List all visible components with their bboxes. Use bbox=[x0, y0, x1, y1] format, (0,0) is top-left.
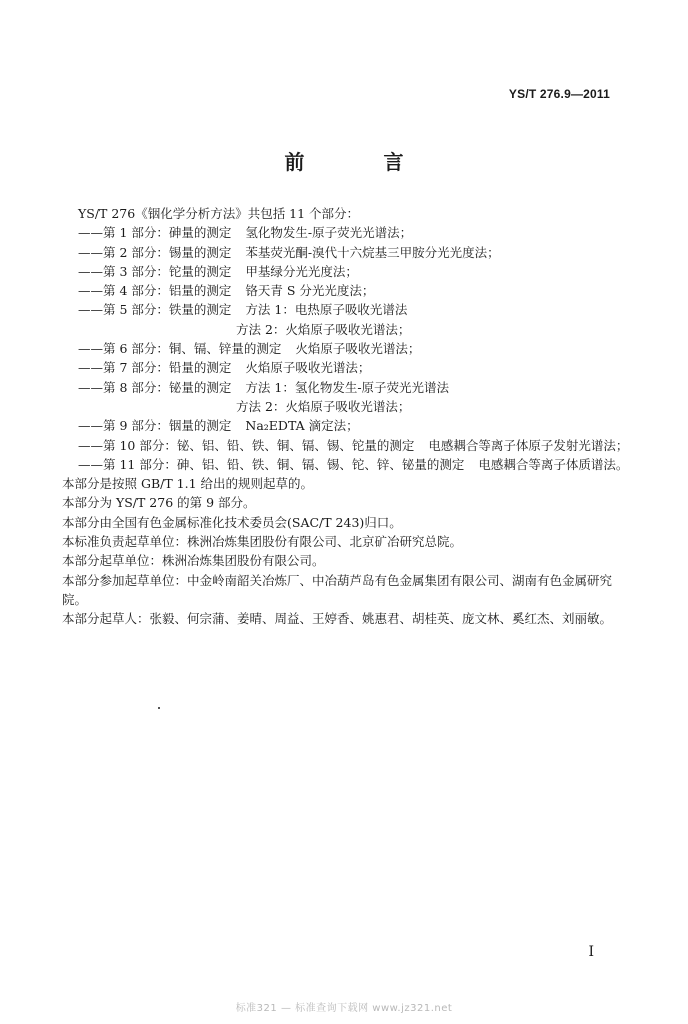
page-number: I bbox=[588, 944, 594, 960]
part-method: 氢化物发生-原子荧光光谱法； bbox=[245, 225, 413, 241]
part-item bbox=[62, 455, 629, 474]
parts-list bbox=[62, 223, 629, 474]
paragraph: 本部分由全国有色金属标准化技术委员会(SAC/T 243)归口。 bbox=[62, 514, 402, 530]
part-label: ——第 5 部分：铁量的测定 bbox=[78, 302, 232, 318]
speck bbox=[158, 707, 160, 709]
part-label: ——第 7 部分：铅量的测定 bbox=[78, 360, 232, 376]
part-item bbox=[62, 416, 614, 435]
page-title: 前 言 bbox=[284, 150, 440, 174]
part-item bbox=[62, 262, 614, 281]
part-method: 方法 1：氢化物发生-原子荧光光谱法 bbox=[245, 379, 450, 395]
paragraph: 本标准负责起草单位：株洲冶炼集团股份有限公司、北京矿冶研究总院。 bbox=[62, 534, 463, 550]
part-item bbox=[62, 223, 614, 242]
part-item bbox=[62, 281, 614, 300]
part-label: ——第 4 部分：铝量的测定 bbox=[78, 283, 232, 299]
part-item bbox=[62, 300, 614, 319]
part-method: 火焰原子吸收光谱法； bbox=[245, 360, 371, 376]
part-method: 火焰原子吸收光谱法； bbox=[295, 341, 421, 357]
paragraph: 本部分起草单位：株洲冶炼集团股份有限公司。 bbox=[62, 553, 325, 569]
part-method: 铬天青 S 分光光度法； bbox=[245, 283, 375, 299]
standard-code: YS/T 276.9—2011 bbox=[508, 87, 610, 101]
part-method-alt: 方法 2：火焰原子吸收光谱法； bbox=[236, 398, 411, 414]
paragraph: 本部分起草人：张毅、何宗蒲、姜晴、周益、王婷香、姚惠君、胡桂英、庞文林、奚红杰、刘丽敏。 bbox=[62, 611, 613, 627]
part-method: 电感耦合等离子体原子发射光谱法； bbox=[428, 437, 629, 453]
part-label: ——第 8 部分：铋量的测定 bbox=[78, 379, 232, 395]
part-item bbox=[62, 243, 614, 262]
part-label: ——第 10 部分：铋、铝、铅、铁、铜、镉、锡、铊量的测定 bbox=[78, 437, 415, 453]
part-label: ——第 6 部分：铜、镉、锌量的测定 bbox=[78, 341, 282, 357]
part-method: 电感耦合等离子体质谱法。 bbox=[478, 456, 629, 472]
part-item bbox=[62, 339, 614, 358]
part-label: ——第 11 部分：砷、铝、铅、铁、铜、镉、锡、铊、锌、铋量的测定 bbox=[78, 456, 465, 472]
part-method-alt: 方法 2：火焰原子吸收光谱法； bbox=[236, 321, 411, 337]
paragraph: 本部分为 YS/T 276 的第 9 部分。 bbox=[62, 495, 256, 511]
paragraph: 本部分参加起草单位：中金岭南韶关冶炼厂、中冶葫芦岛有色金属集团有限公司、湖南有色金属研究院。 bbox=[62, 572, 613, 607]
part-method: Na₂EDTA 滴定法； bbox=[245, 418, 359, 434]
part-item bbox=[62, 358, 614, 377]
watermark: 标准321 — 标准查询下载网 www.jz321.net bbox=[235, 1003, 453, 1014]
part-method: 苯基荧光酮-溴代十六烷基三甲胺分光光度法； bbox=[245, 244, 500, 260]
document-body bbox=[62, 204, 629, 629]
part-item bbox=[62, 378, 614, 397]
intro-line: YS/T 276《铟化学分析方法》共包括 11 个部分： bbox=[78, 206, 360, 221]
part-label: ——第 1 部分：砷量的测定 bbox=[78, 225, 232, 241]
part-method: 甲基绿分光光度法； bbox=[245, 263, 358, 279]
part-label: ——第 2 部分：锡量的测定 bbox=[78, 244, 232, 260]
paragraph-list bbox=[62, 474, 614, 628]
paragraph: 本部分是按照 GB/T 1.1 给出的规则起草的。 bbox=[62, 476, 314, 492]
part-method: 方法 1：电热原子吸收光谱法 bbox=[245, 302, 408, 318]
part-item bbox=[62, 436, 629, 455]
part-label: ——第 3 部分：铊量的测定 bbox=[78, 263, 232, 279]
part-label: ——第 9 部分：铟量的测定 bbox=[78, 418, 232, 434]
